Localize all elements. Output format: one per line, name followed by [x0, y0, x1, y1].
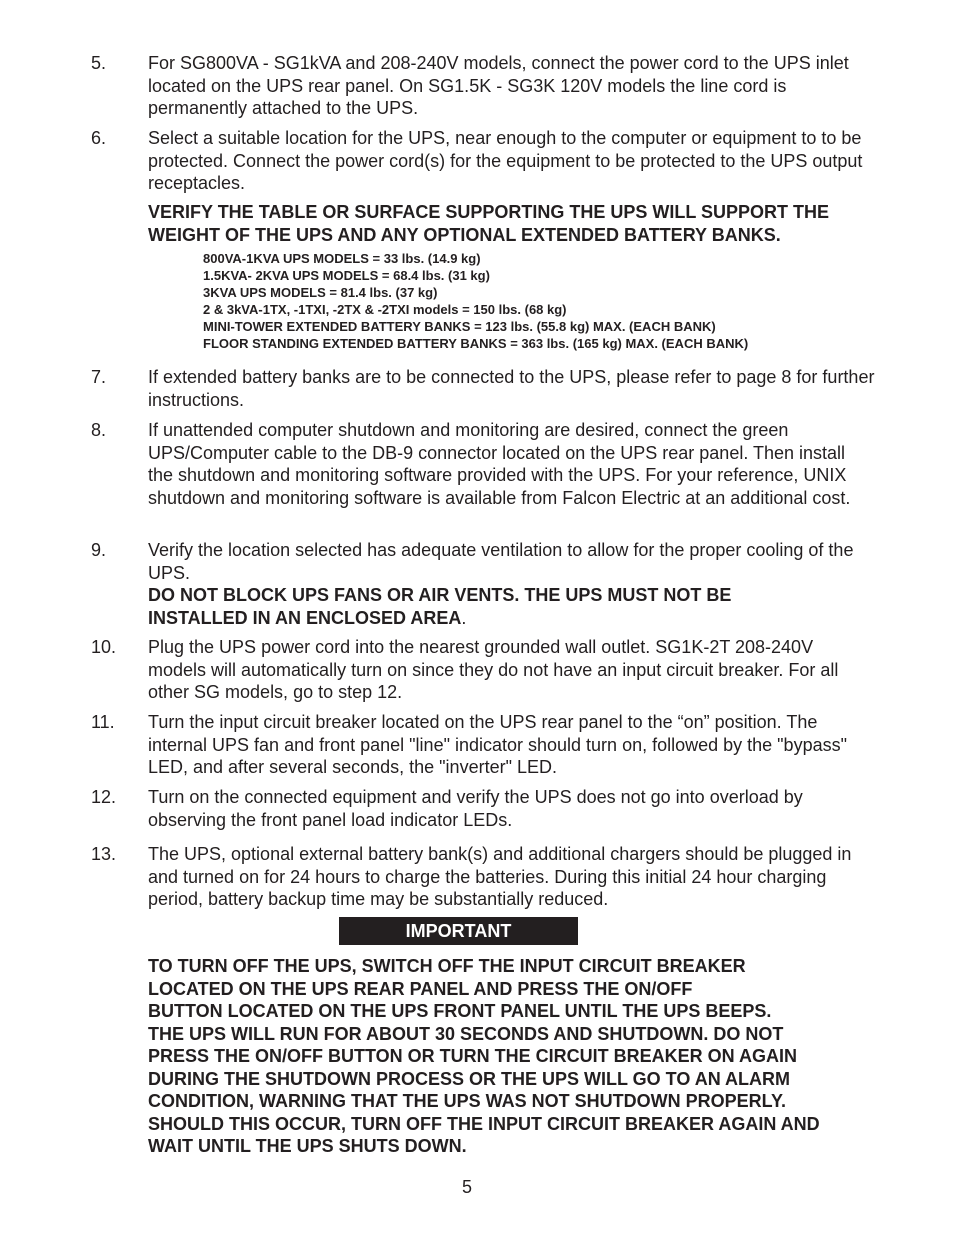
step-text: Select a suitable location for the UPS, near enough to the computer or equipment to to be protected. Connect the power cord(s) for the equipment to be protected to the UPS output receptacles.: [148, 128, 863, 193]
step-text: If extended battery banks are to be connected to the UPS, please refer to page 8 for further instructions.: [148, 367, 875, 410]
weight-item: 800VA-1KVA UPS MODELS = 33 lbs. (14.9 kg): [203, 251, 481, 266]
shutdown-warning-line: BUTTON LOCATED ON THE UPS FRONT PANEL UNTIL THE UPS BEEPS.: [148, 1001, 772, 1021]
step-number: 8.: [91, 420, 107, 440]
weight-item: 1.5KVA- 2KVA UPS MODELS = 68.4 lbs. (31 kg): [203, 268, 490, 283]
shutdown-warning-line: THE UPS WILL RUN FOR ABOUT 30 SECONDS AND SHUTDOWN. DO NOT: [148, 1023, 784, 1044]
weight-item: 2 & 3kVA-1TX, -1TXI, -2TX & -2TXI models = 150 lbs. (68 kg): [203, 302, 567, 317]
shutdown-warning-line: PRESS THE ON/OFF BUTTON OR TURN THE CIRCUIT BREAKER ON AGAIN: [148, 1046, 798, 1066]
step-number: 6.: [91, 128, 107, 148]
step-text: Turn the input circuit breaker located on the UPS rear panel to the “on” position. The internal UPS fan and front panel "line" indicator should turn on, followed by the "bypass" LED, and after several seconds, the "inverter" LED.: [148, 712, 847, 777]
shutdown-warning-line: SHOULD THIS OCCUR, TURN OFF THE INPUT CIRCUIT BREAKER AGAIN AND: [148, 1113, 820, 1134]
step-number: 9.: [91, 540, 107, 560]
shutdown-warning-line: DURING THE SHUTDOWN PROCESS OR THE UPS WILL GO TO AN ALARM: [148, 1068, 791, 1089]
vent-warning: [148, 584, 788, 629]
weight-item: MINI-TOWER EXTENDED BATTERY BANKS = 123 lbs. (55.8 kg) MAX. (EACH BANK): [203, 319, 716, 334]
vent-warning-text: DO NOT BLOCK UPS FANS OR AIR VENTS. THE UPS MUST NOT BE INSTALLED IN AN ENCLOSED AREA: [148, 585, 732, 628]
step-text: If unattended computer shutdown and monitoring are desired, connect the green UPS/Computer cable to the DB-9 connector located on the UPS rear panel. Then install the shutdown and monitoring software provided with the UPS. For your reference, UNIX shutdown and monitoring software is available from Falcon Electric at an additional cost.: [148, 420, 851, 508]
shutdown-warning-line: TO TURN OFF THE UPS, SWITCH OFF THE INPUT CIRCUIT BREAKER: [148, 956, 746, 976]
step-text: Verify the location selected has adequate ventilation to allow for the proper cooling of the UPS.: [148, 540, 854, 583]
step-number: 10.: [91, 637, 117, 657]
step-number: 13.: [91, 844, 117, 864]
step-number: 5.: [91, 53, 107, 73]
step-text: For SG800VA - SG1kVA and 208-240V models, connect the power cord to the UPS inlet located on the UPS rear panel. On SG1.5K - SG3K 120V models the line cord is permanently attached to the UPS.: [148, 53, 849, 118]
step-text: Plug the UPS power cord into the nearest grounded wall outlet. SG1K-2T 208-240V models will automatically turn on since they do not have an input circuit breaker. For all other SG models, go to step 12.: [148, 637, 839, 702]
vent-warning-period: .: [461, 607, 467, 628]
step-number: 12.: [91, 787, 117, 807]
weight-item: 3KVA UPS MODELS = 81.4 lbs. (37 kg): [203, 285, 438, 300]
shutdown-warning-line: CONDITION, WARNING THAT THE UPS WAS NOT SHUTDOWN PROPERLY.: [148, 1091, 787, 1111]
shutdown-warning-line: WAIT UNTIL THE UPS SHUTS DOWN.: [148, 1136, 467, 1156]
verify-support-warning: VERIFY THE TABLE OR SURFACE SUPPORTING THE UPS WILL SUPPORT THE WEIGHT OF THE UPS AND ANY OPTIONAL EXTENDED BATTERY BANKS.: [148, 202, 830, 245]
page-number: 5: [461, 1177, 472, 1197]
important-label: IMPORTANT: [339, 917, 578, 945]
shutdown-warning: [148, 955, 868, 1158]
step-number: 7.: [91, 367, 107, 387]
weight-list: [203, 250, 903, 352]
shutdown-warning-line: LOCATED ON THE UPS REAR PANEL AND PRESS THE ON/OFF: [148, 978, 693, 999]
step-text: Turn on the connected equipment and verify the UPS does not go into overload by observing the front panel load indicator LEDs.: [148, 787, 803, 830]
step-text: The UPS, optional external battery bank(s) and additional chargers should be plugged in and turned on for 24 hours to charge the batteries. During this initial 24 hour charging period, battery backup time may be substantially reduced.: [148, 844, 852, 909]
step-number: 11.: [91, 712, 115, 732]
weight-item: FLOOR STANDING EXTENDED BATTERY BANKS = 363 lbs. (165 kg) MAX. (EACH BANK): [203, 336, 749, 351]
